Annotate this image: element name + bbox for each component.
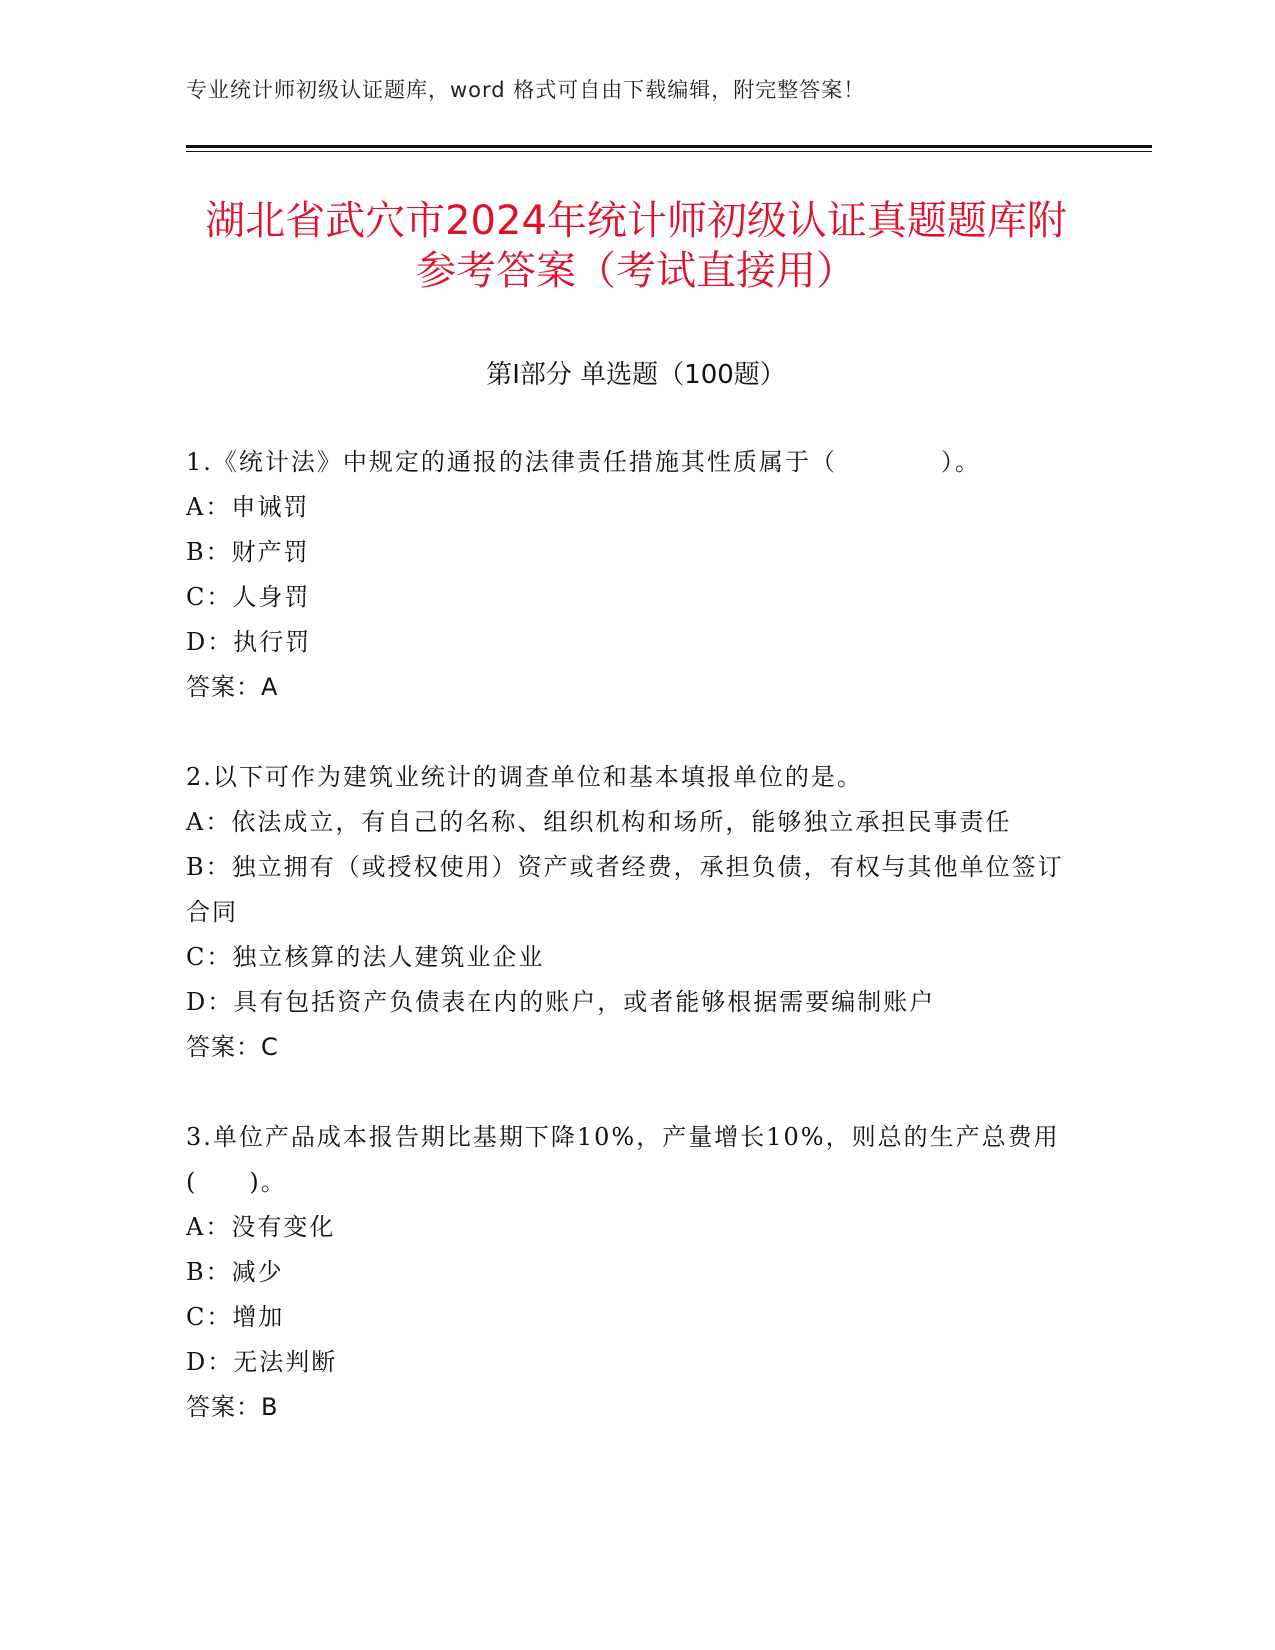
option-a: A：依法成立，有自己的名称、组织机构和场所，能够独立承担民事责任 bbox=[186, 808, 1012, 836]
question-2 bbox=[186, 755, 1086, 1070]
option-b: B：财产罚 bbox=[186, 538, 310, 566]
answer: 答案：B bbox=[186, 1393, 279, 1421]
document-title: 湖北省武穴市2024年统计师初级认证真题题库附参考答案（考试直接用） bbox=[205, 198, 1067, 294]
option-a: A：申诫罚 bbox=[186, 493, 310, 521]
question-list bbox=[186, 440, 1086, 1475]
option-c: C：人身罚 bbox=[186, 583, 311, 611]
option-b: B：减少 bbox=[186, 1258, 284, 1286]
question-stem: 2.以下可作为建筑业统计的调查单位和基本填报单位的是。 bbox=[186, 763, 863, 791]
answer: 答案：A bbox=[186, 673, 279, 701]
question-3 bbox=[186, 1115, 1086, 1430]
option-d: D：执行罚 bbox=[186, 628, 312, 656]
option-c: C：独立核算的法人建筑业企业 bbox=[186, 943, 545, 971]
option-c: C：增加 bbox=[186, 1303, 285, 1331]
question-stem: 3.单位产品成本报告期比基期下降10%，产量增长10%，则总的生产总费用( )。 bbox=[186, 1123, 1060, 1196]
option-d: D：无法判断 bbox=[186, 1348, 338, 1376]
header-rule-thin bbox=[186, 151, 1152, 152]
header-rule-thick bbox=[186, 145, 1152, 148]
option-b: B：独立拥有（或授权使用）资产或者经费，承担负债，有权与其他单位签订合同 bbox=[186, 853, 1064, 926]
answer: 答案：C bbox=[186, 1033, 279, 1061]
option-d: D：具有包括资产负债表在内的账户，或者能够根据需要编制账户 bbox=[186, 988, 936, 1016]
question-1 bbox=[186, 440, 1086, 710]
section-heading: 第Ⅰ部分 单选题（100题） bbox=[486, 360, 786, 390]
option-a: A：没有变化 bbox=[186, 1213, 336, 1241]
question-stem: 1.《统计法》中规定的通报的法律责任措施其性质属于（ ）。 bbox=[186, 448, 981, 476]
header-note: 专业统计师初级认证题库，word 格式可自由下载编辑，附完整答案！ bbox=[186, 78, 866, 102]
